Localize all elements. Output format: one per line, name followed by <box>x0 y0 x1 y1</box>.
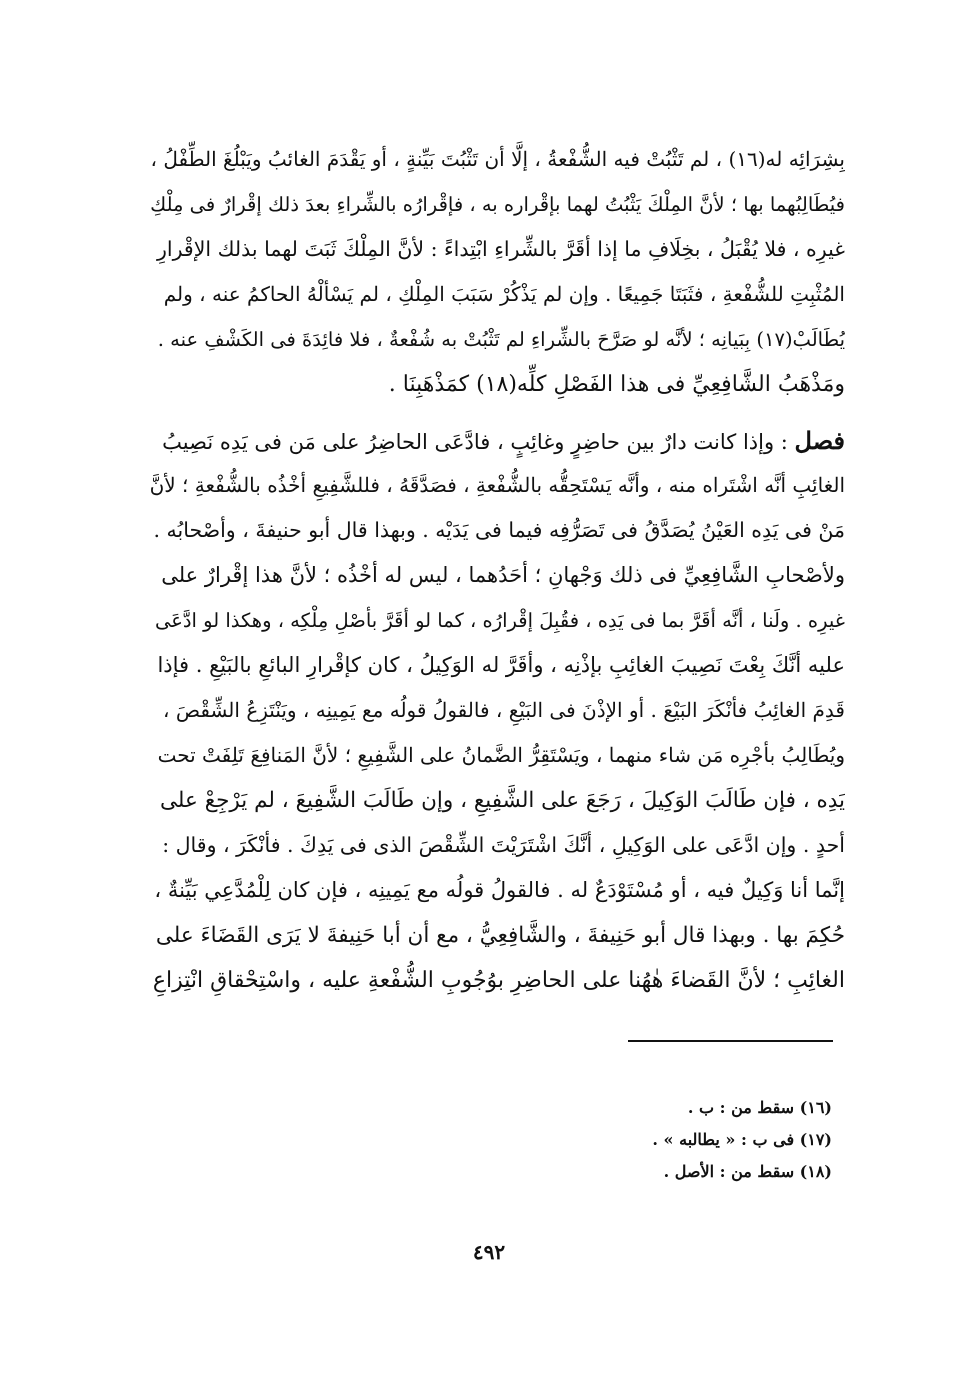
text-line: المُثْبِتِ للشُّفْعةِ ، فثَبَتَا جَمِيعًا . وإن لم يَذْكُرْ سَبَبَ المِلْكِ ، لم يَسْألْهُ الحاكمُ عنه ، ولم <box>163 282 845 306</box>
footnote-separator <box>628 1040 833 1042</box>
text-line: ولأصْحابِ الشَّافِعِيِّ فى ذلك وَجْهانِ ؛ أحَدُهما ، ليس له أخْذُه ؛ لأنَّ هذا إقْرارٌ على <box>161 563 845 587</box>
text-line: يَدِه ، فإن طَالَبَ الوَكِيلَ ، رَجَعَ على الشَّفِيعِ ، وإن طَالَبَ الشَّفِيعَ ، لم يَرْجِعْ على <box>160 788 845 813</box>
text-line: أحدٍ . وإن ادَّعَى على الوَكِيلِ ، أنَّكَ اشْتَرَيْتَ الشِّقْصَ الذى فى يَدِكَ . فأنْكَرَ ، وقال : <box>162 833 845 857</box>
paragraph-2 <box>150 418 845 1003</box>
text-line-first <box>150 418 845 463</box>
text-line: الغائِبِ ؛ لأنَّ القَضاءَ هٰهُنا على الحاضِرِ بوُجُوبِ الشُّفْعةِ عليه ، واسْتِحْقاقِ انْتِزاعِ <box>152 968 845 993</box>
section-heading-fasl: فصل <box>794 426 845 455</box>
text-line: يُطَالَبْ(١٧) بِبَيانِه ؛ لأنَّه لو صَرَّحَ بالشِّراءِ لم تَثْبُتْ به شُفْعةٌ ، فلا فائِدَةَ فى الكَشْفِ عنه . <box>157 328 845 351</box>
footnote-17: (١٧) فى ب : « يطالبه » . <box>652 1130 832 1149</box>
footnote-16: (١٦) سقط من : ب . <box>687 1098 832 1117</box>
text-line: إنَّما أنا وَكِيلٌ فيه ، أو مُسْتَوْدَعٌ له . فالقولُ قولُه مع يَمِينِه ، فإن كان لِلْمُدَّعِي بَيِّنةٌ ، <box>154 878 845 902</box>
text-line: عليه أنَّكَ بِعْتَ نَصِيبَ الغائِبِ بإذْنِه ، وأقَرَّ له الوَكِيلُ ، كان كإقْرارِ البائعِ بالبَيْعِ . فإذا <box>157 653 845 677</box>
text-line: فيُطَالِبُهما بها ؛ لأنَّ المِلْكَ يَثْبُتُ لهما بإقْراره به ، فإقْرارُه بالشِّراءِ بعدَ ذلك إقْرارٌ فى مِلْكِ <box>150 193 845 216</box>
text-line: ويُطَالِبُ بأجْرِه مَن شاء منهما ، ويَسْتَقِرُّ الضَّمانُ على الشَّفِيعِ ؛ لأنَّ المَنافِعَ تَلِفَتْ تحت <box>157 743 845 767</box>
text-line: مَنْ فى يَدِه العَيْنُ يُصَدَّقُ فى تَصَرُّفِه فيما فى يَدَيْه . وبهذا قال أبو حنيفةَ ، وأصْحابُه . <box>153 518 845 542</box>
page-number: ٤٩٢ <box>472 1240 506 1264</box>
text-line: ومَذْهَبُ الشَّافِعِيِّ فى هذا الفَصْلِ كلِّه(١٨) كمَذْهَبِنَا . <box>388 372 845 397</box>
text-line: حُكِمَ بها . وبهذا قال أبو حَنِيفةَ ، والشَّافِعِيُّ ، مع أن أبا حَنِيفةَ لا يَرَى القَضَاءَ على <box>155 923 845 948</box>
text-line: غيرِه . ولَنا ، أنَّه أقَرَّ بما فى يَدِه ، فقُبِلَ إقْرارُه ، كما لو أقَرَّ بأصْلِ مِلْكِه ، وهكذا لو ادَّعَى <box>154 609 845 632</box>
paragraph-1 <box>150 137 845 407</box>
text-line: غيرِه ، فلا يُقْبَلُ ، بخِلَافِ ما إذا أقَرَّ بالشِّراءِ ابْتِداءً : لأنَّ المِلْكَ ثَبَتَ لهما بذلك الإقْرارِ <box>157 237 845 261</box>
footnote-18: (١٨) سقط من : الأصل . <box>663 1162 832 1181</box>
first-line-text: : وإذا كانت دارٌ بين حاضِرٍ وغائِبٍ ، فادَّعَى الحاضِرُ على مَن فى يَدِه نَصِيبُ <box>162 430 795 454</box>
text-line: بِشِرَائِه له(١٦) ، لم تَثْبُتْ فيه الشُّفْعةُ ، إلَّا أن تَثْبُتَ بَيِّنةٍ ، أو يَقْدَمَ الغائبُ ويَبْلُغَ الطِّفْلُ ، <box>150 147 845 171</box>
text-line: الغائِبِ أنَّه اشْتَراه منه ، وأنَّه يَسْتَحِقُّه بالشُّفْعةِ ، فصَدَّقَهُ ، فللشَّفِيعِ أخْذُه بالشُّفْعةِ ؛ لأنَّ <box>150 473 845 497</box>
text-line: قَدِمَ الغائِبُ فأنْكَرَ البَيْعَ . أو الإذْنَ فى البَيْعِ ، فالقولُ قولُه مع يَمِينِه ، ويَنْتَزِعُ الشِّقْصَ ، <box>163 698 845 722</box>
